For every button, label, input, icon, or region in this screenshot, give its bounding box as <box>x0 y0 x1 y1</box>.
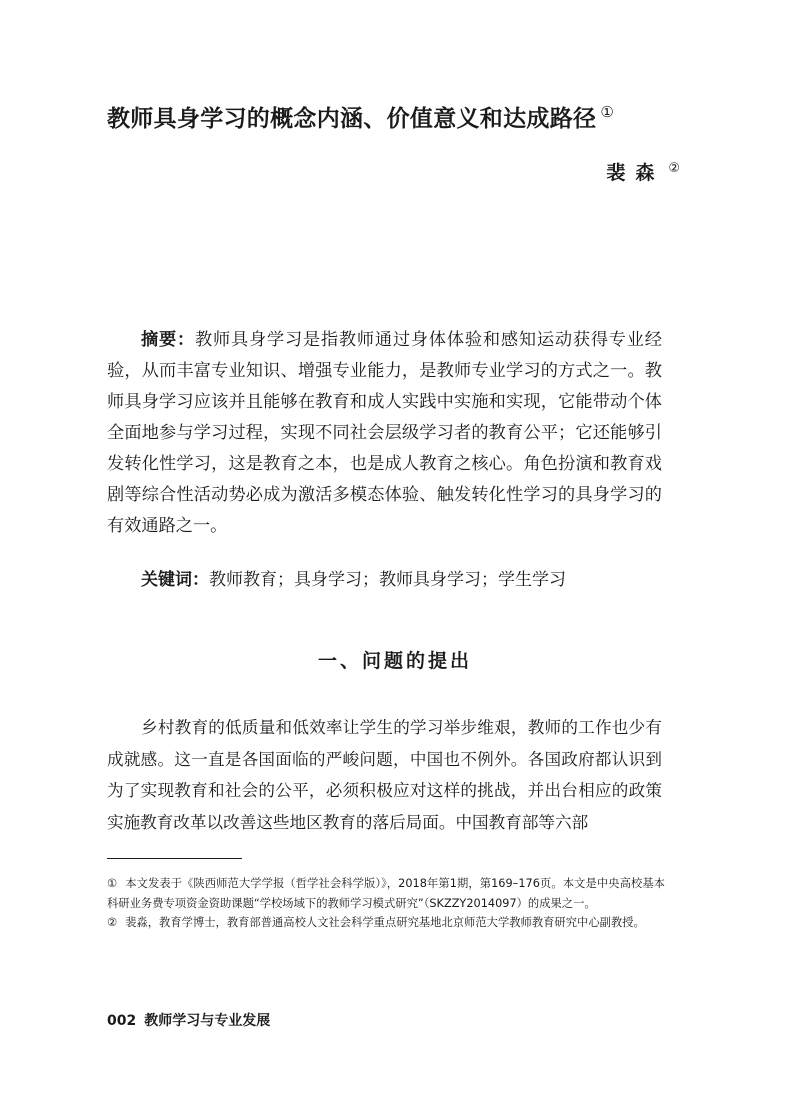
body-paragraph: 乡村教育的低质量和低效率让学生的学习举步维艰，教师的工作也少有成就感。这一直是各国面临的严峻问题，中国也不例外。各国政府都认识到为了实现教育和社会的公平，必须积极应对这样的挑战，并出台相应的政策实施教育改革以改善这些地区教育的落后局面。中国教育部等六部 <box>107 718 662 832</box>
keywords-label: 关键词： <box>141 570 209 590</box>
author-name-text: 裴森 <box>606 162 665 184</box>
page-footer <box>107 1010 270 1030</box>
running-title: 教师学习与专业发展 <box>144 1013 271 1029</box>
footnote-1-text: 本文发表于《陕西师范大学学报（哲学社会科学版）》，2018年第1期，第169–176页。本文是中央高校基本科研业务费专项资金资助课题“学校场域下的教师学习模式研究”（SKZZY2014097）的成果之一。 <box>107 877 665 910</box>
footnotes <box>107 874 665 933</box>
abstract-paragraph <box>107 325 662 542</box>
footnote-1-marker: ① <box>107 877 118 890</box>
footnote-1 <box>107 874 665 913</box>
abstract-text: 教师具身学习是指教师通过身体体验和感知运动获得专业经验，从而丰富专业知识、增强专业能力，是教师专业学习的方式之一。教师具身学习应该并且能够在教育和成人实践中实施和实现，它能带动个体全面地参与学习过程，实现不同社会层级学习者的教育公平；它还能够引发转化性学习，这是教育之本，也是成人教育之核心。角色扮演和教育戏剧等综合性活动势必成为激活多模态体验、触发转化性学习的具身学习的有效通路之一。 <box>107 330 662 536</box>
footnote-divider <box>107 858 242 859</box>
paper-title <box>107 100 687 133</box>
page-number: 002 <box>107 1013 137 1029</box>
footnote-2-text: 裴淼，教育学博士，教育部普通高校人文社会科学重点研究基地北京师范大学教师教育研究中心副教授。 <box>125 916 645 929</box>
footnote-2-marker: ② <box>107 916 118 929</box>
author-name <box>606 158 680 185</box>
keywords-text: 教师教育；具身学习；教师具身学习；学生学习 <box>209 570 566 590</box>
keywords-line <box>141 565 661 596</box>
author-footnote-marker[interactable]: ② <box>668 160 680 176</box>
paper-title-text: 教师具身学习的概念内涵、价值意义和达成路径 <box>107 106 597 132</box>
abstract-block <box>107 325 662 542</box>
section-heading: 一、问题的提出 <box>317 650 472 672</box>
footnote-2 <box>107 913 665 933</box>
title-footnote-marker[interactable]: ① <box>600 103 615 122</box>
abstract-label: 摘要： <box>141 330 195 350</box>
